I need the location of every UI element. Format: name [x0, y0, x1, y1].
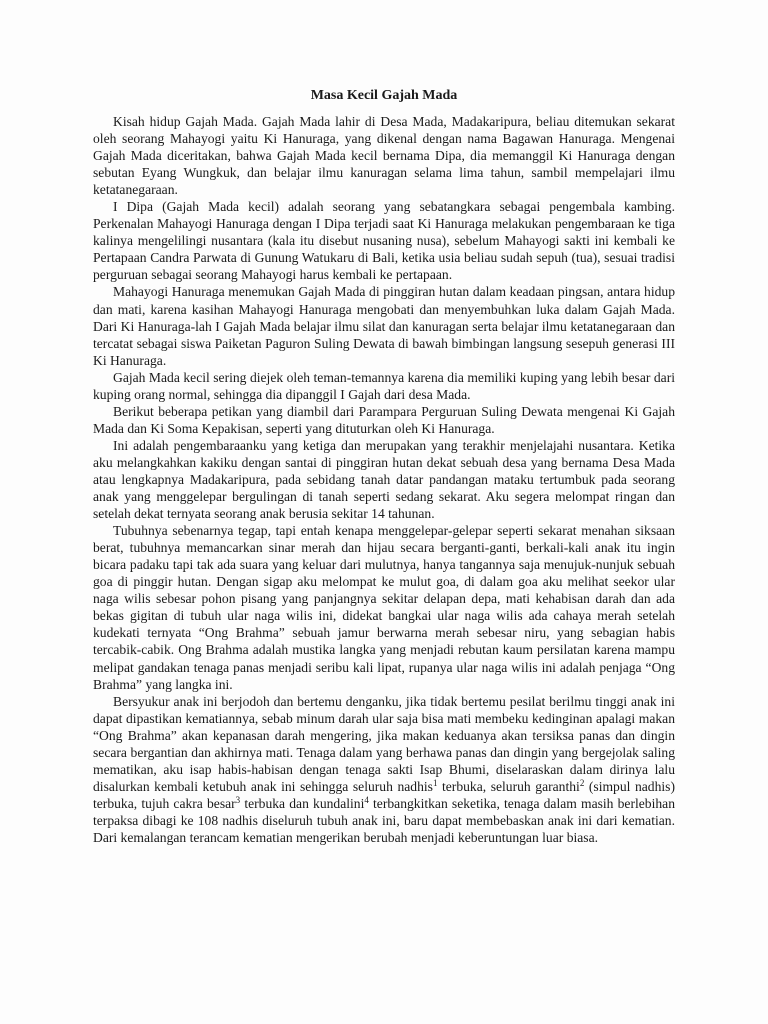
paragraph-text: Berikut beberapa petikan yang diambil dari Parampara Perguruan Suling Dewata mengenai Ki Gajah Mada dan Ki Soma Kepakisan, seperti yang dituturkan oleh Ki Hanuraga.: [93, 403, 675, 436]
paragraph-text: I Dipa (Gajah Mada kecil) adalah seorang yang sebatangkara sebagai pengembala kambing. Perkenalan Mahayogi Hanuraga dengan I Dipa terjadi saat Ki Hanuraga melakukan pengembaraan ke tiga kalinya mengelilingi nusantara (kala itu disebut nusaning nusa), sebelum Mahayogi sakti ini kembali ke Pertapaan Candra Parwata di Gunung Watukaru di Bali, ketika usia beliau sudah sepuh (tua), sesuai tradisi perguruan sebagai seorang Mahayogi harus kembali ke pertapaan.: [93, 199, 675, 283]
paragraph-text: Gajah Mada kecil sering diejek oleh teman-temannya karena dia memiliki kuping yang lebih besar dari kuping orang normal, sehingga dia dipanggil I Gajah dari desa Mada.: [93, 369, 675, 402]
paragraph-text: (simpul nadhis) terbuka, tujuh cakra besar: [93, 778, 675, 811]
footnote-marker: 2: [579, 777, 585, 788]
document-body: [93, 87, 675, 846]
paragraph: [93, 693, 675, 846]
paragraph-text: terbuka dan kundalini: [240, 795, 365, 811]
paragraph-text: Kisah hidup Gajah Mada. Gajah Mada lahir di Desa Mada, Madakaripura, beliau ditemukan sekarat oleh seorang Mahayogi yaitu Ki Hanuraga, yang dikenal dengan nama Bagawan Hanuraga. Mengenai Gajah Mada diceritakan, bahwa Gajah Mada kecil bernama Dipa, dia memanggil Ki Hanuraga dengan sebutan Eyang Wungkuk, dan belajar ilmu kanuragan selama lima tahun, sambil mempelajari ilmu ketatanegaraan.: [93, 114, 675, 198]
paragraph: [93, 369, 675, 403]
paragraph-text: Tubuhnya sebenarnya tegap, tapi entah kenapa menggelepar-gelepar seperti sekarat menahan siksaan berat, tubuhnya memancarkan sinar merah dan hijau secara berganti-ganti, berkali-kali anak itu ingin bicara padaku tapi tak ada suara yang keluar dari mulutnya, hanya tangannya saja menujuk-nunjuk sebuah goa di pinggir hutan. Dengan sigap aku melompat ke mulut goa, di dalam goa aku melihat seekor ular naga wilis sebesar pohon pisang yang panjangnya sekitar delapan depa, mati kehabisan darah dan ada bekas gigitan di tubuh ular naga wilis ini, didekat bangkai ular naga wilis ada cahaya merah setelah kudekati ternyata “Ong Brahma” sebuah jamur berwarna merah sebesar niru, yang sebagian habis tercabik-cabik. Ong Brahma adalah mustika langka yang menjadi rebutan kaum persilatan karena mampu melipat gandakan tenaga panas menjadi seribu kali lipat, rupanya ular naga wilis ini adalah penjaga “Ong Brahma” yang langka ini.: [93, 523, 675, 692]
paragraph: [93, 198, 675, 283]
paragraph: [93, 403, 675, 437]
paragraph: [93, 522, 675, 692]
footnote-marker: 4: [364, 794, 369, 805]
paragraph-text: terbangkitkan seketika, tenaga dalam masih berlebihan terpaksa dibagi ke 108 nadhis diseluruh tubuh anak ini, baru dapat membebaskan anak ini dari kematian. Dari kemalangan terancam kematian mengerikan berubah menjadi keberuntungan luar biasa.: [93, 795, 675, 845]
footnote-marker: 3: [235, 794, 241, 805]
document-title: Masa Kecil Gajah Mada: [310, 88, 458, 103]
paragraph: [93, 113, 675, 198]
paragraph: [93, 283, 675, 368]
paragraph-text: Ini adalah pengembaraanku yang ketiga dan merupakan yang terakhir menjelajahi nusantara. Ketika aku melangkahkan kakiku dengan santai di pinggiran hutan dekat sebuah desa yang bernama Desa Mada atau lengkapnya Madakaripura, pada sebidang tanah datar pandangan mataku tertumbuk pada seorang anak yang menggelepar bergulingan di tanah seperti sedang sekarat. Aku segera melompat ringan dan setelah dekat ternyata seorang anak berusia sekitar 14 tahunan.: [93, 437, 675, 522]
paragraph-text: Mahayogi Hanuraga menemukan Gajah Mada di pinggiran hutan dalam keadaan pingsan, antara hidup dan mati, karena kasihan Mahayogi Hanuraga mengobati dan menyembuhkan luka dalam Gajah Mada. Dari Ki Hanuraga-lah I Gajah Mada belajar ilmu silat dan kanuragan serta belajar ilmu ketatanegaraan dan tercatat sebagai siswa Paiketan Paguron Suling Dewata di bawah bimbingan langsung sesepuh generasi III Ki Hanuraga.: [93, 284, 675, 368]
paragraph: [93, 437, 675, 522]
paragraph-text: terbuka, seluruh garanthi: [437, 778, 580, 794]
paragraph-list: [93, 113, 675, 846]
footnote-marker: 1: [432, 777, 438, 788]
paragraph-text: Bersyukur anak ini berjodoh dan bertemu denganku, jika tidak bertemu pesilat berilmu tinggi anak ini dapat dipastikan kematiannya, sebab minum darah ular saja bisa mati membeku kedinginan apalagi makan “Ong Brahma” akan kepanasan darah mengering, jika makan keduanya akan tersiksa panas dan dingin secara bergantian dan akhirnya mati. Tenaga dalam yang berhawa panas dan dingin yang bergejolak saling mematikan, aku isap habis-habisan dengan tenaga sakti Isap Bhumi, diselaraskan dalam dirinya lalu disalurkan kembali ketubuh anak ini sehingga seluruh nadhis: [93, 693, 675, 794]
